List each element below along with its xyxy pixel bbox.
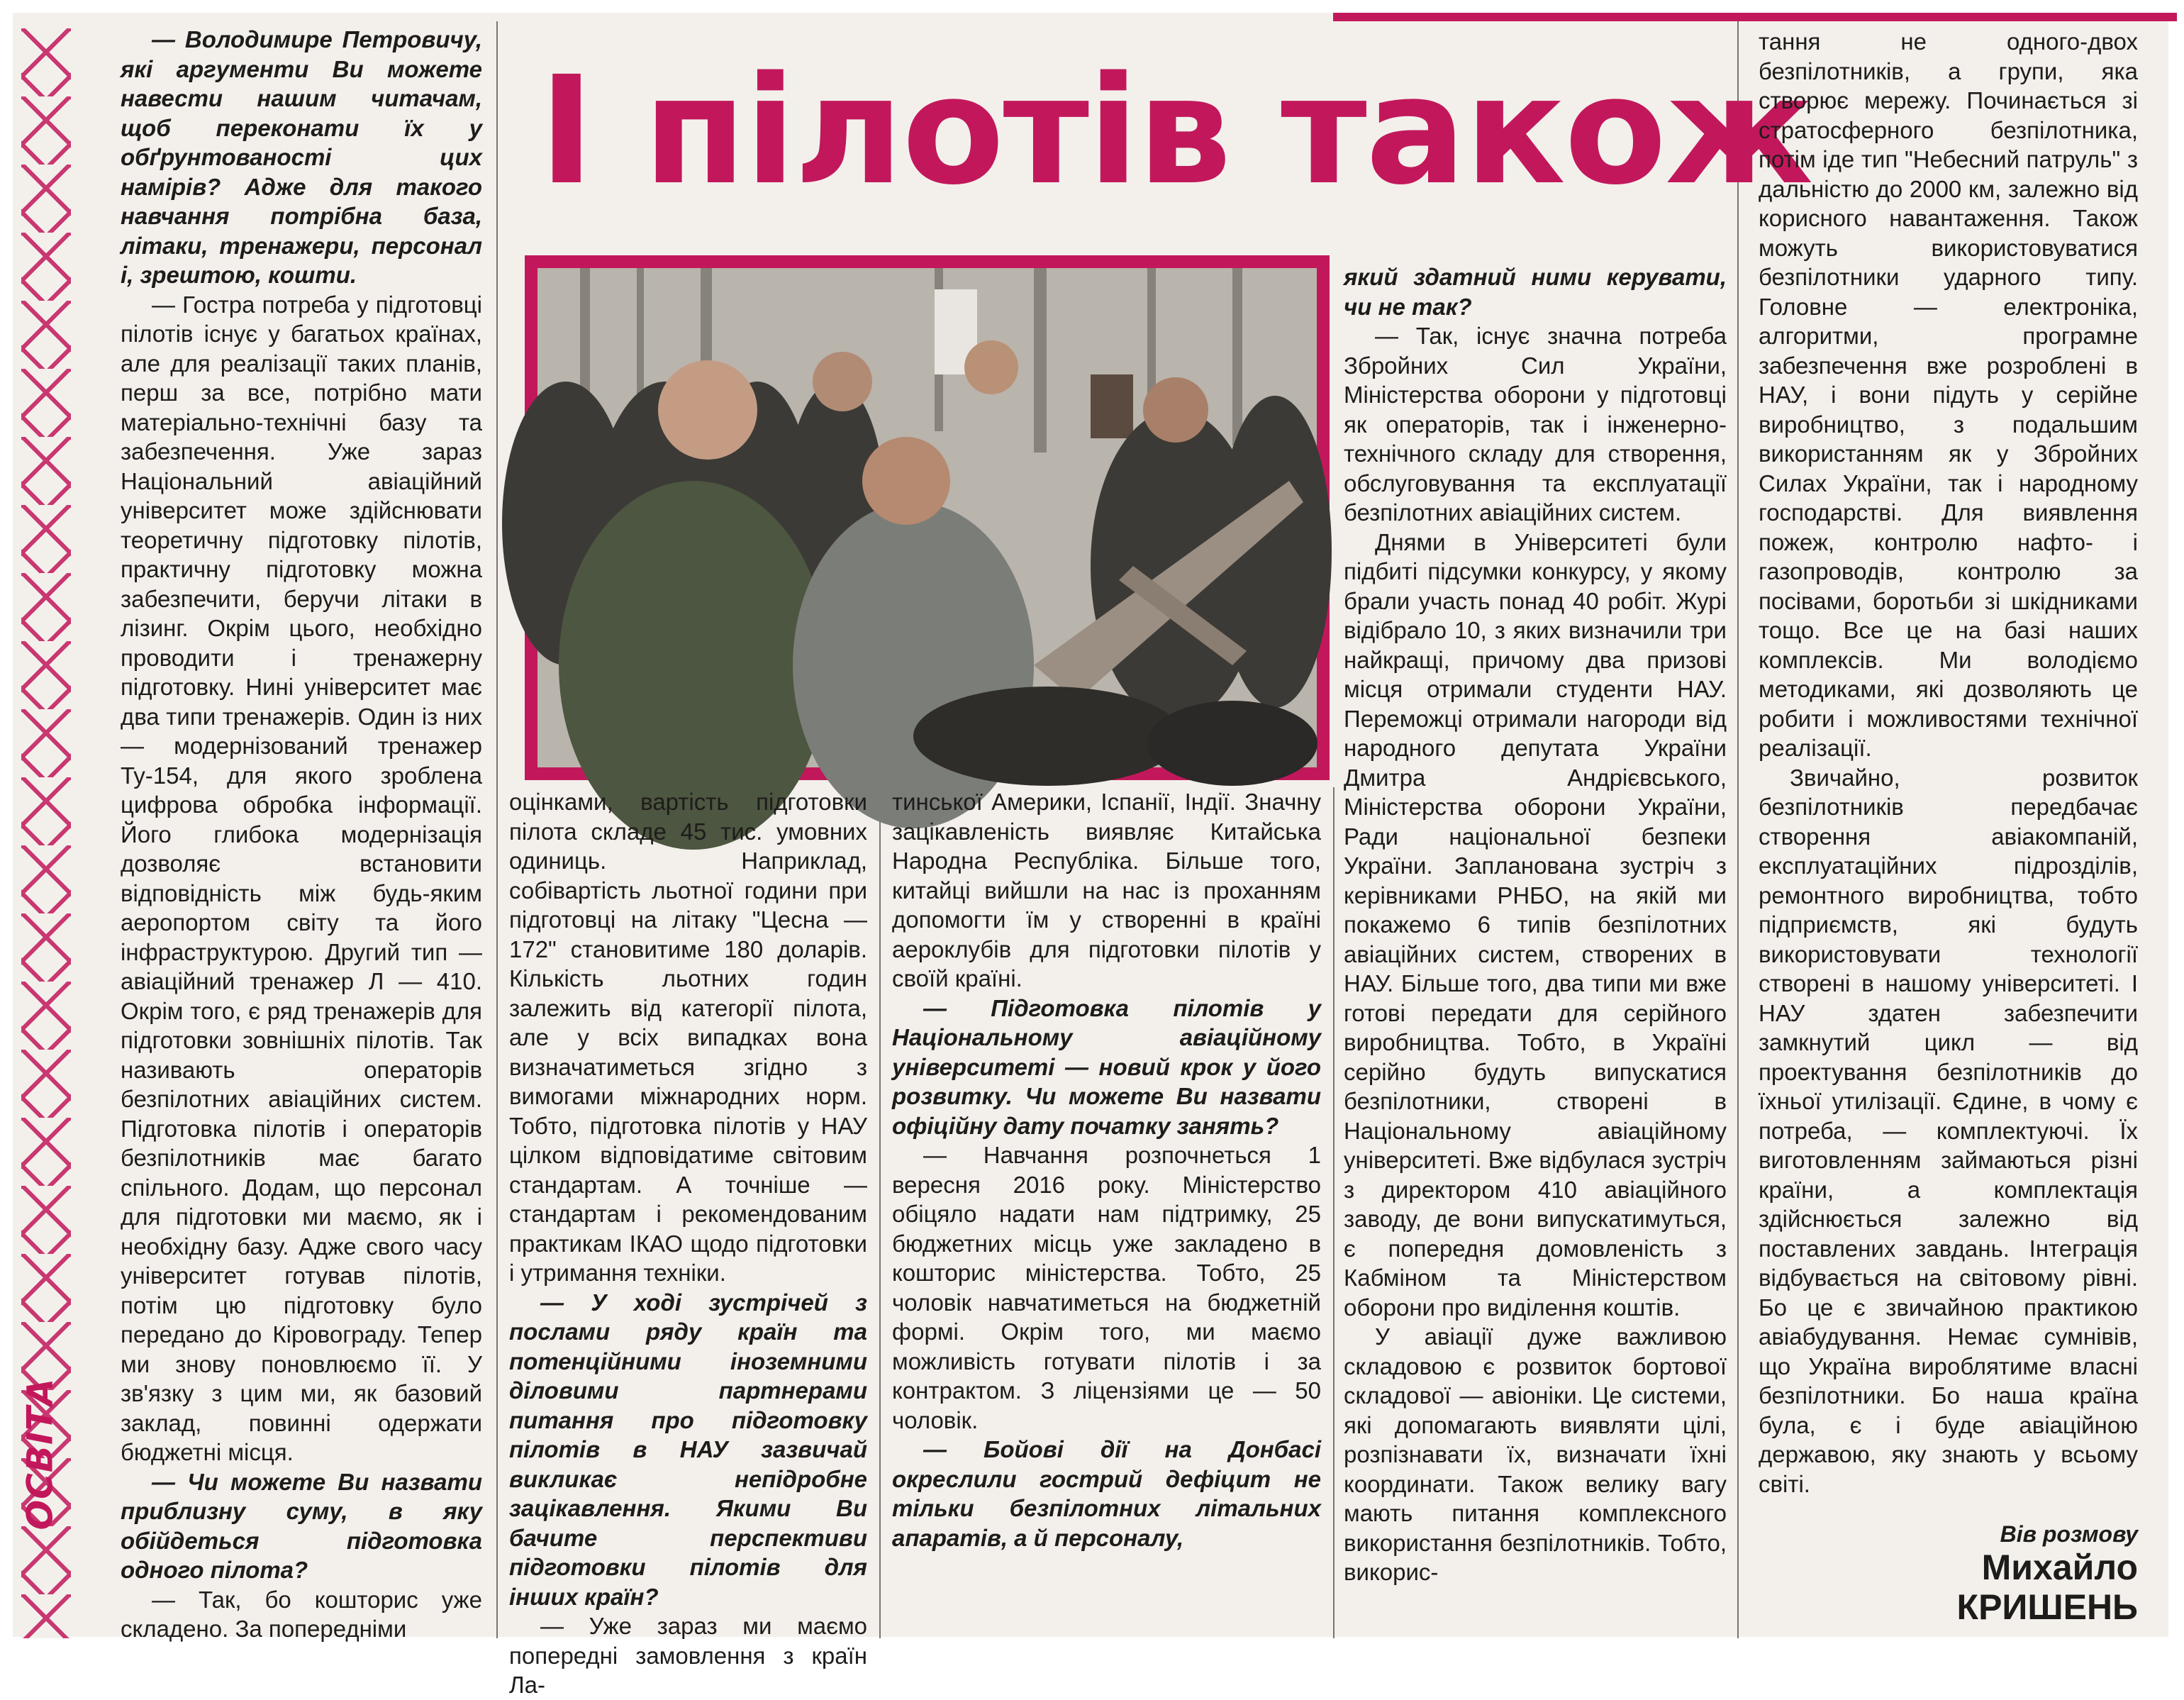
- interview-answer: — Так, існує значна потреба Збройних Сил України, Міністерства оборони у підготовці як операторів, так і інженерно-технічного складу для створення, обслуговування та експлуатації безпілотних авіаційних систем.: [1344, 323, 1727, 526]
- article-column-4: [1344, 262, 1727, 1587]
- interview-answer: тинської Америки, Іспанії, Індії. Значну зацікавленість виявляє Китайська Народна Республіка. Більше того, китайці вийшли на нас із проханням допомогти їм у створенні в країні аероклубів для підготовки пілотів у своїй країні.: [892, 789, 1321, 991]
- column-rule: [879, 787, 881, 1638]
- interview-answer: тання не одного-двох безпілотників, а групи, яка створює мережу. Починається зі стратосферного безпілотника, потім іде тип "Небесний патруль" з дальністю до 2000 км, залежно від корисного навантаження. Також можуть використовуватися безпілотники ударного типу. Головне — електроніка, алгоритми, програмне забезпечення вже розроблені в НАУ, і вони підуть у серійне виробництво, з подальшим використанням як у Збройних Силах України, так і народному господарстві. Для виявлення пожеж, контролю нафто- і газопроводів, контролю за посівами, боротьби зі шкідниками тощо. Все це на базі наших комплексів. Ми володіємо методиками, які дозволяють це робити і можливостями технічної реалізації.: [1759, 28, 2138, 761]
- byline-prefix: Вів розмову: [2000, 1521, 2138, 1547]
- section-label: ОСВІТА: [19, 1377, 60, 1530]
- interview-answer: — Так, бо кошторис уже складено. За попередніми: [121, 1586, 482, 1642]
- photo-of-people-with-drone-icon: [537, 268, 1317, 767]
- interview-question: — Володимире Петровичу, які аргументи Ви можете навести нашим читачам, щоб переконати їх у обґрунтованості цих намірів? Адже для такого навчання потрібна база, літаки, тренажери, персонал і, зрештою, кошти.: [121, 26, 482, 288]
- interview-answer: — Навчання розпочнеться 1 вересня 2016 року. Міністерство обіцяло надати нам підтримку, 25 бюджетних місць уже закладено в кошторис міністерства. Тобто, 25 чоловік навчатиметься на бюджетній формі. Окрім того, ми маємо можливість готувати пілотів і за контрактом. З ліцензіями це — 50 чоловік.: [892, 1142, 1321, 1433]
- headline: І пілотів також: [539, 44, 1812, 218]
- article-column-1: [121, 25, 482, 1644]
- interview-answer: оцінками, вартість підготовки пілота складе 45 тис. умовних одиниць. Наприклад, собівартість льотної години при підготовці на літаку "Цесна — 172" становитиме 180 доларів. Кількість льотних годин залежить від категорії пілота, але у всіх випадках вона визначатиметься згідно з вимогами міжнародних норм. Тобто, підготовка пілотів у НАУ цілком відповідатиме світовим стандартам. А точніше — стандартам і рекомендованим практикам ІКАО щодо підготовки і утримання техніки.: [509, 789, 867, 1286]
- interview-question: який здатний ними керувати, чи не так?: [1344, 264, 1727, 320]
- interview-answer: — Уже зараз ми маємо попередні замовлення з країн Ла-: [509, 1613, 867, 1698]
- article-column-5: [1759, 27, 2138, 1499]
- interview-question: — Чи можете Ви назвати приблизну суму, в яку обійдеться підготовка одного пілота?: [121, 1468, 482, 1583]
- interview-question: — Бойові дії на Донбасі окреслили гострий дефіцит не тільки безпілотних літальних апаратів, а й персоналу,: [892, 1436, 1321, 1551]
- photo-frame: [525, 255, 1330, 780]
- column-rule: [1333, 787, 1335, 1638]
- interview-answer: У авіації дуже важливою складовою є розвиток бортової складової — авіоніки. Це системи, які допомагають виявляти цілі, розпізнавати їх, визначати їхні координати. Також велику вагу мають питання комплексного використання безпілотників. Тобто, викорис-: [1344, 1323, 1727, 1585]
- accent-bar: [1333, 13, 2177, 21]
- byline-name-first: Михайло: [1981, 1548, 2138, 1587]
- interview-answer: — Гостра потреба у підготовці пілотів існує у багатьох країнах, але для реалізації таких планів, перш за все, потрібно мати матеріально-технічні базу та забезпечення. Уже зараз Національний авіаційний університет може здійснювати теоретичну підготовку пілотів, практичну підготовку можна забезпечити, беручи літаки в лізинг. Окрім цього, необхідно проводити і тренажерну підготовку. Нині університет має два типи тренажерів. Один із них — модернізований тренажер Ту-154, для якого зроблена цифрова обробка інформації. Його глибока модернізація дозволяє встановити відповідність між будь-яким аеропортом світу та його інфраструктурою. Другий тип — авіаційний тренажер Л — 410. Окрім того, є ряд тренажерів для підготовки зовнішніх пілотів. Так називають операторів безпілотних авіаційних систем. Підготовка пілотів і операторів безпілотників має багато спільного. Додам, що персонал для підготовки ми маємо, як і необхідну базу. Адже свого часу університет готував пілотів, потім цю підготовку було передано до Кіровограду. Тепер ми знову поновлюємо її. У зв'язку з цим ми, як базовий заклад, повинні одержати бюджетні місця.: [121, 291, 482, 1465]
- interview-answer: Днями в Університеті були підбиті підсумки конкурсу, у якому брали участь понад 40 робіт. Журі відібрало 10, з яких визначили три найкращі, причому два призові місця отримали студенти НАУ. Переможці отримали нагороди від народного депутата України Дмитра Андрієвського, Міністерства оборони України, Ради національної безпеки України. Запланована зустріч з керівниками РНБО, на якій ми покажемо 6 типів безпілотних авіаційних систем, створених в НАУ. Більше того, два типи ми вже готові передати для серійного виробництва. Тобто, в Україні серійно будуть випускатися безпілотники, створені в Національному авіаційному університеті. Вже відбулася зустріч з директором 410 авіаційного заводу, де вони випускатимуться, є попередня домовленість з Кабміном та Міністерством оборони про виділення коштів.: [1344, 528, 1727, 1321]
- interview-answer: Звичайно, розвиток безпілотників передбачає створення авіакомпаній, експлуатаційних підрозділів, ремонтного виробництва, тобто підприємств, які будуть використовувати технології створені в нашому університеті. І НАУ здатен забезпечити замкнутий цикл — від проектування безпілотників до їхньої утилізації. Єдине, в чому є потреба, — комплектуючі. Їх виготовленням займаються різні країни, а комплектація здійснюється залежно від поставлених завдань. Інтеграція відбувається на світовому рівні. Бо це є звичайною практикою авіабудування. Немає сумнівів, що Україна вироблятиме власні безпілотники. Бо наша країна була, є і буде авіаційною державою, яку знають у всьому світі.: [1759, 764, 2138, 1497]
- column-rule: [496, 21, 498, 1638]
- byline: [1865, 1521, 2138, 1627]
- interview-question: — Підготовка пілотів у Національному авіаційному університеті — новий крок у його розвитку. Чи можете Ви назвати офіційну дату початку занять?: [892, 994, 1321, 1139]
- byline-name-last: КРИШЕНЬ: [1956, 1587, 2138, 1627]
- article-column-3: [892, 787, 1321, 1552]
- interview-question: — У ході зустрічей з послами ряду країн та потенційними іноземними діловими партнерами питання про підготовку пілотів в НАУ зазвичай викликає непідробне зацікавлення. Якими Ви бачите перспективи підготовки пілотів для інших країн?: [509, 1289, 867, 1610]
- column-rule: [1737, 21, 1739, 1638]
- article-column-2: [509, 787, 867, 1700]
